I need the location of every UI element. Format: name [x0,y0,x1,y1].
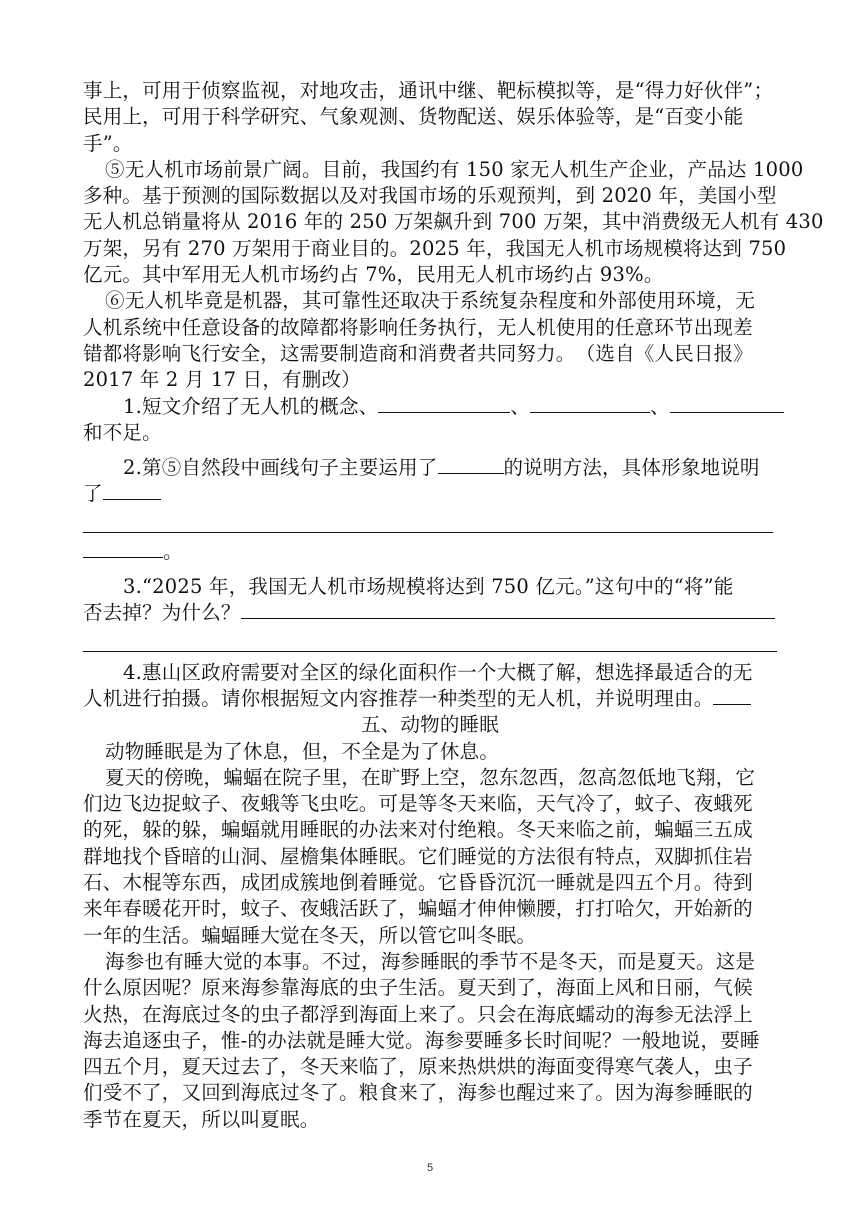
question-text: 了 [83,482,103,506]
question-text: 2.第⑤自然段中画线句子主要运用了 [123,456,438,480]
story-line: 夏天的傍晚，蝙蝠在院子里，在旷野上空，忽东忽西，忽高忽低地飞翔，它 [105,765,756,789]
text-line: 亿元。其中军用无人机市场约占 7%，民用无人机市场约占 93%。 [83,263,664,287]
question-2-line4 [83,539,777,565]
question-2-line2 [83,481,777,507]
answer-line[interactable] [83,508,773,533]
text-end: 。 [163,539,183,563]
story-line: 石、木棍等东西，成团成簇地倒着睡觉。它昏昏沉沉一睡就是四五个月。待到 [83,871,753,895]
question-text: 人机进行拍摄。请你根据短文内容推荐一种类型的无人机，并说明理由。 [83,686,714,710]
question-1 [83,394,777,420]
story-line: 什么原因呢？原来海参靠海底的虫子生活。夏天到了，海面上风和日丽，气候 [83,976,753,1000]
story-line: 的死，躲的躲，蝙蝠就用睡眠的办法来对付绝粮。冬天来临之前，蝙蝠三五成 [83,818,753,842]
page-number: 5 [426,1162,434,1174]
text-line: 万架，另有 270 万架用于商业目的。2025 年，我国无人机市场规模将达到 750 [83,236,787,260]
question-4-line2 [83,686,777,712]
story-line: 海参也有睡大觉的本事。不过，海参睡眠的季节不是冬天，而是夏天。这是 [105,949,756,973]
question-3-line2 [83,600,777,626]
answer-blank[interactable] [670,394,784,413]
question-2 [83,455,777,481]
text-line: ⑥无人机毕竟是机器，其可靠性还取决于系统复杂程度和外部使用环境，无 [105,289,756,313]
question-text: 1.短文介绍了无人机的概念、 [123,394,379,418]
text-line: 民用上，可用于科学研究、气象观测、货物配送、娱乐体验等，是“百变小能 [83,105,744,129]
text-line: 事上，可用于侦察监视，对地攻击，通讯中继、靶标模拟等，是“得力好伙伴”； [83,79,774,102]
document-page [83,78,824,1133]
text-line: 多种。基于预测的国际数据以及对我国市场的乐观预判，到 2020 年，美国小型 [83,184,777,208]
answer-line[interactable] [83,627,777,652]
story-line: 来年春暖花开时，蚊子、夜蛾活跃了，蝙蝠才伸伸懒腰，打打哈欠，开始新的 [83,897,753,921]
text-line: 人机系统中任意设备的故障都将影响任务执行，无人机使用的任意环节出现差 [83,315,753,339]
separator: 、 [650,394,670,418]
story-line: 火热，在海底过冬的虫子都浮到海面上来了。只会在海底蠕动的海参无法浮上 [83,1002,753,1026]
story-line: 们受不了，又回到海底过冬了。粮食来了，海参也醒过来了。因为海参睡眠的 [83,1081,753,1105]
separator: 、 [510,394,531,418]
story-line: 海去追逐虫子，惟-的办法就是睡大觉。海参要睡多长时间呢？一般地说，要睡 [83,1028,760,1052]
answer-blank[interactable] [438,455,504,474]
section-title: 五、动物的睡眠 [361,713,499,737]
text-line: 2017 年 2 月 17 日，有删改） [83,368,361,392]
answer-blank[interactable] [378,394,510,413]
story-line: 一年的生活。蝙蝠睡大觉在冬天，所以管它叫冬眠。 [83,923,537,947]
text-line: ⑤无人机市场前景广阔。目前，我国约有 150 家无人机生产企业，产品达 1000 [105,157,804,181]
text-line: 和不足。 [83,420,162,444]
answer-blank[interactable] [713,686,751,705]
question-text: 否去掉？为什么？ [83,601,241,625]
story-line: 季节在夏天，所以叫夏眠。 [83,1107,320,1131]
text-line: 错都将影响飞行安全，这需要制造商和消费者共同努力。 （选自《人民日报》 [83,341,754,365]
story-line: 们边飞边捉蚊子、夜蛾等飞虫吃。可是等冬天来临，天气冷了，蚊子、夜蛾死 [83,792,753,816]
question-3: 3.“2025 年，我国无人机市场规模将达到 750 亿元。”这句中的“将”能 [123,575,734,599]
question-text: 的说明方法，具体形象地说明 [503,456,760,480]
text-line: 手”。 [83,131,133,155]
story-line: 群地找个昏暗的山洞、屋檐集体睡眠。它们睡觉的方法很有特点，双脚抓住岩 [83,844,753,868]
story-line: 动物睡眠是为了休息，但，不全是为了休息。 [105,739,500,763]
answer-blank[interactable] [103,481,161,500]
story-line: 四五个月，夏天过去了，冬天来临了，原来热烘烘的海面变得寒气袭人，虫子 [83,1055,753,1079]
answer-blank[interactable] [83,539,163,558]
answer-blank[interactable] [530,394,650,413]
question-4: 4.惠山区政府需要对全区的绿化面积作一个大概了解，想选择最适合的无 [123,660,753,684]
text-line: 无人机总销量将从 2016 年的 250 万架飙升到 700 万架，其中消费级无人机有 430 [83,210,824,234]
answer-blank[interactable] [241,600,775,619]
